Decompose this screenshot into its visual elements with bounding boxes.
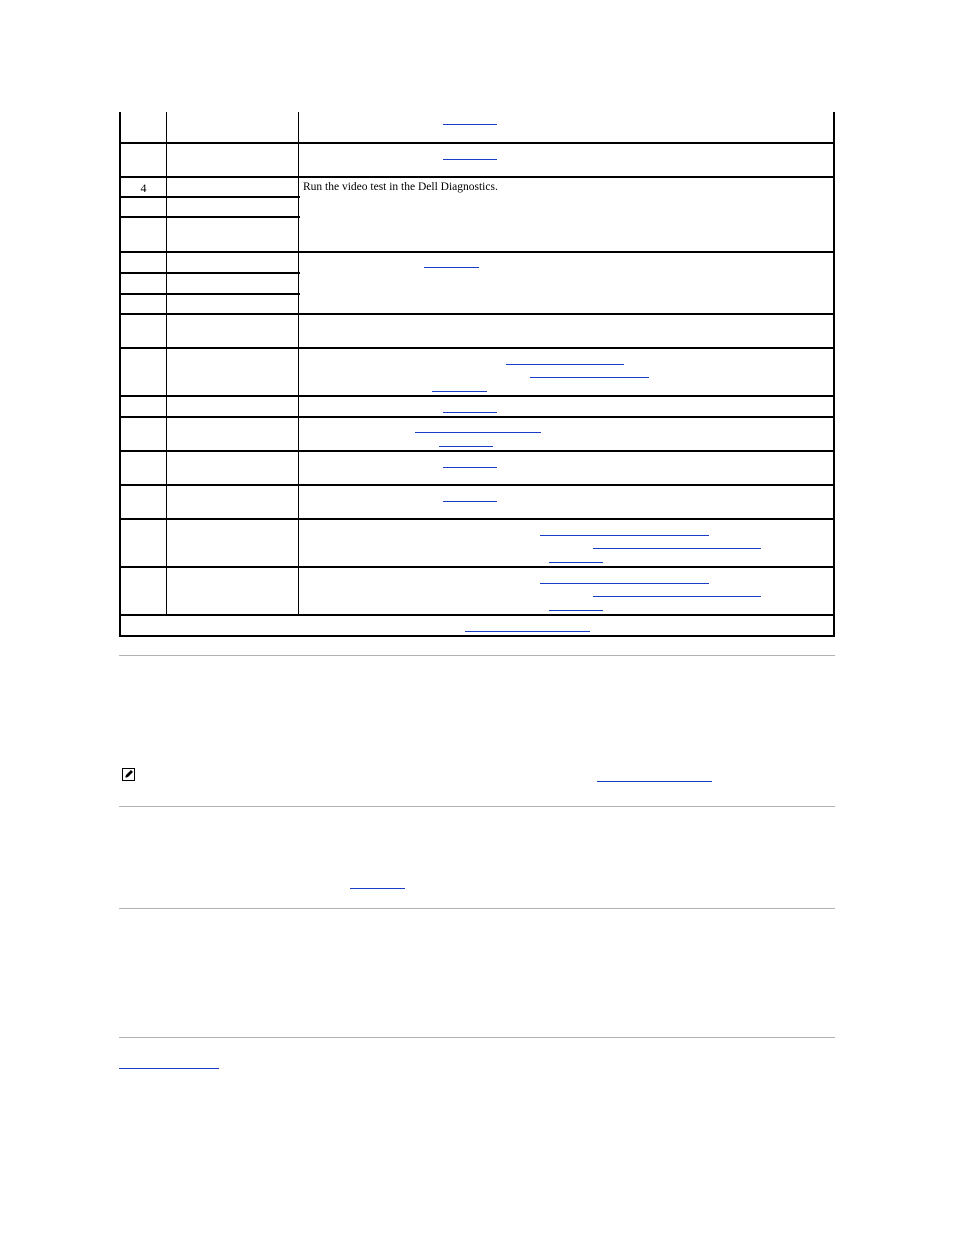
table-link[interactable] <box>540 535 709 536</box>
table-row-border <box>120 251 835 253</box>
section-divider <box>119 1037 835 1038</box>
table-row-number: 4 <box>140 181 147 195</box>
table-row-border-partial <box>120 272 300 274</box>
table-link[interactable] <box>443 124 497 125</box>
table-link[interactable] <box>530 377 649 378</box>
table-row-border <box>120 484 835 486</box>
table-row-description: Run the video test in the Dell Diagnostics. <box>303 181 498 193</box>
section-divider <box>119 655 835 656</box>
table-link[interactable] <box>540 583 709 584</box>
table-link[interactable] <box>506 364 624 365</box>
table-row-border <box>120 176 835 178</box>
table-link[interactable] <box>443 501 497 502</box>
table-link[interactable] <box>443 412 497 413</box>
note-icon <box>122 768 135 781</box>
table-column-divider <box>298 112 299 615</box>
table-border-bottom <box>120 635 835 637</box>
table-link[interactable] <box>443 159 497 160</box>
table-row-border-partial <box>120 216 300 218</box>
section-link[interactable] <box>350 888 405 889</box>
table-row-border <box>120 450 835 452</box>
section-divider <box>119 908 835 909</box>
table-link[interactable] <box>443 467 497 468</box>
table-row-border <box>120 313 835 315</box>
table-link[interactable] <box>549 562 603 563</box>
table-row-border <box>120 416 835 418</box>
table-link[interactable] <box>593 548 761 549</box>
section-divider <box>119 806 835 807</box>
table-row-border <box>120 142 835 144</box>
table-row-border <box>120 395 835 397</box>
table-column-divider <box>166 112 167 615</box>
table-row-border <box>120 518 835 520</box>
table-link[interactable] <box>439 446 493 447</box>
note-link[interactable] <box>597 781 712 782</box>
table-border-right <box>833 112 835 637</box>
table-row-border <box>120 347 835 349</box>
table-link[interactable] <box>424 267 479 268</box>
table-row-border-partial <box>120 293 300 295</box>
table-link[interactable] <box>465 631 590 632</box>
table-row-border <box>120 566 835 568</box>
table-link[interactable] <box>415 432 541 433</box>
table-link[interactable] <box>549 610 603 611</box>
table-link[interactable] <box>593 596 761 597</box>
back-to-contents-link[interactable] <box>119 1068 219 1069</box>
table-link[interactable] <box>432 391 487 392</box>
table-row-border-partial <box>120 196 300 198</box>
table-row-border <box>120 614 835 616</box>
